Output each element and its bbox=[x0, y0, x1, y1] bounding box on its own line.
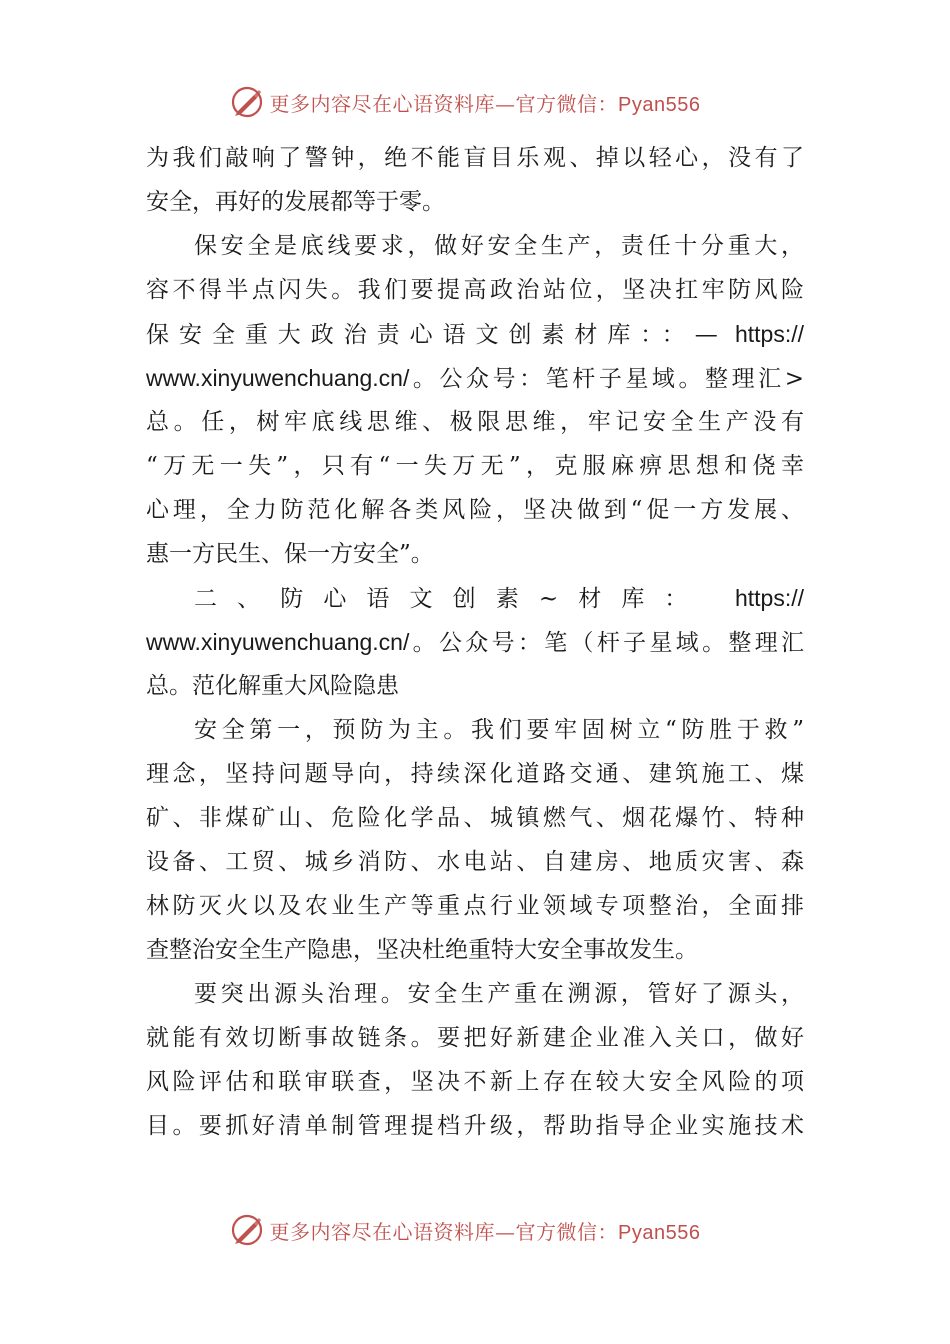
body-line: 设备、工贸、城乡消防、水电站、自建房、地质灾害、森 bbox=[146, 849, 804, 875]
url-text: www.xinyuwenchuang.cn/ bbox=[146, 365, 410, 391]
pen-logo-icon bbox=[230, 1213, 264, 1247]
body-line: 查整治安全生产隐患，坚决杜绝重特大安全事故发生。 bbox=[146, 937, 698, 963]
section-heading-line: 总。范化解重大风险隐患 bbox=[146, 673, 399, 699]
url-text: https:// bbox=[734, 321, 805, 347]
body-text: 。公众号：笔杆子星域。整理汇> bbox=[409, 366, 804, 392]
footer-banner-wechat-id: Pyan556 bbox=[618, 1221, 701, 1244]
document-body bbox=[146, 136, 804, 1148]
body-line: 安全第一，预防为主。我们要牢固树立“防胜于救” bbox=[194, 717, 804, 743]
body-line: 风险评估和联审联查，坚决不新上存在较大安全风险的项 bbox=[146, 1069, 804, 1095]
body-line: 要突出源头治理。安全生产重在溯源，管好了源头， bbox=[194, 981, 804, 1007]
body-line: 安全，再好的发展都等于零。 bbox=[146, 189, 445, 215]
section-heading-line bbox=[146, 576, 804, 620]
body-line: 目。要抓好清单制管理提档升级，帮助指导企业实施技术 bbox=[146, 1113, 804, 1139]
body-line bbox=[146, 312, 804, 356]
section-heading-text: 二、防心语文创素~材库： bbox=[194, 586, 708, 612]
section-heading-line bbox=[146, 620, 804, 664]
url-text: https:// bbox=[734, 585, 804, 611]
header-banner-text bbox=[270, 88, 701, 117]
url-text: www.xinyuwenchuang.cn/ bbox=[146, 629, 410, 655]
body-line: 就能有效切断事故链条。要把好新建企业准入关口，做好 bbox=[146, 1025, 804, 1051]
body-line: 为我们敲响了警钟，绝不能盲目乐观、掉以轻心，没有了 bbox=[146, 145, 804, 171]
body-line: 理念，坚持问题导向，持续深化道路交通、建筑施工、煤 bbox=[146, 761, 804, 787]
body-text: 保安全重大政治责心语文创素材库：：— bbox=[146, 322, 718, 348]
body-line: “万无一失”，只有“一失万无”，克服麻痹思想和侥幸 bbox=[146, 453, 804, 479]
footer-banner bbox=[0, 1210, 950, 1250]
body-line: 总。任，树牢底线思维、极限思维，牢记安全生产没有 bbox=[146, 409, 804, 435]
body-line: 心理，全力防范化解各类风险，坚决做到“促一方发展、 bbox=[146, 497, 804, 523]
body-line: 保安全是底线要求，做好安全生产，责任十分重大， bbox=[194, 233, 804, 259]
body-line: 惠一方民生、保一方安全”。 bbox=[146, 541, 434, 567]
section-heading-text: 。公众号：笔（杆子星域。整理汇 bbox=[409, 630, 804, 656]
pen-logo-icon bbox=[230, 85, 264, 119]
header-banner-wechat-id: Pyan556 bbox=[618, 93, 701, 116]
header-banner-cn: 更多内容尽在心语资料库—官方微信： bbox=[269, 91, 619, 116]
body-line: 矿、非煤矿山、危险化学品、城镇燃气、烟花爆竹、特种 bbox=[146, 805, 804, 831]
body-line bbox=[146, 356, 804, 400]
body-line: 容不得半点闪失。我们要提高政治站位，坚决扛牢防风险 bbox=[146, 277, 804, 303]
footer-banner-cn: 更多内容尽在心语资料库—官方微信： bbox=[269, 1219, 619, 1244]
header-banner bbox=[0, 82, 950, 122]
body-line: 林防灭火以及农业生产等重点行业领域专项整治，全面排 bbox=[146, 893, 804, 919]
footer-banner-text bbox=[270, 1216, 701, 1245]
